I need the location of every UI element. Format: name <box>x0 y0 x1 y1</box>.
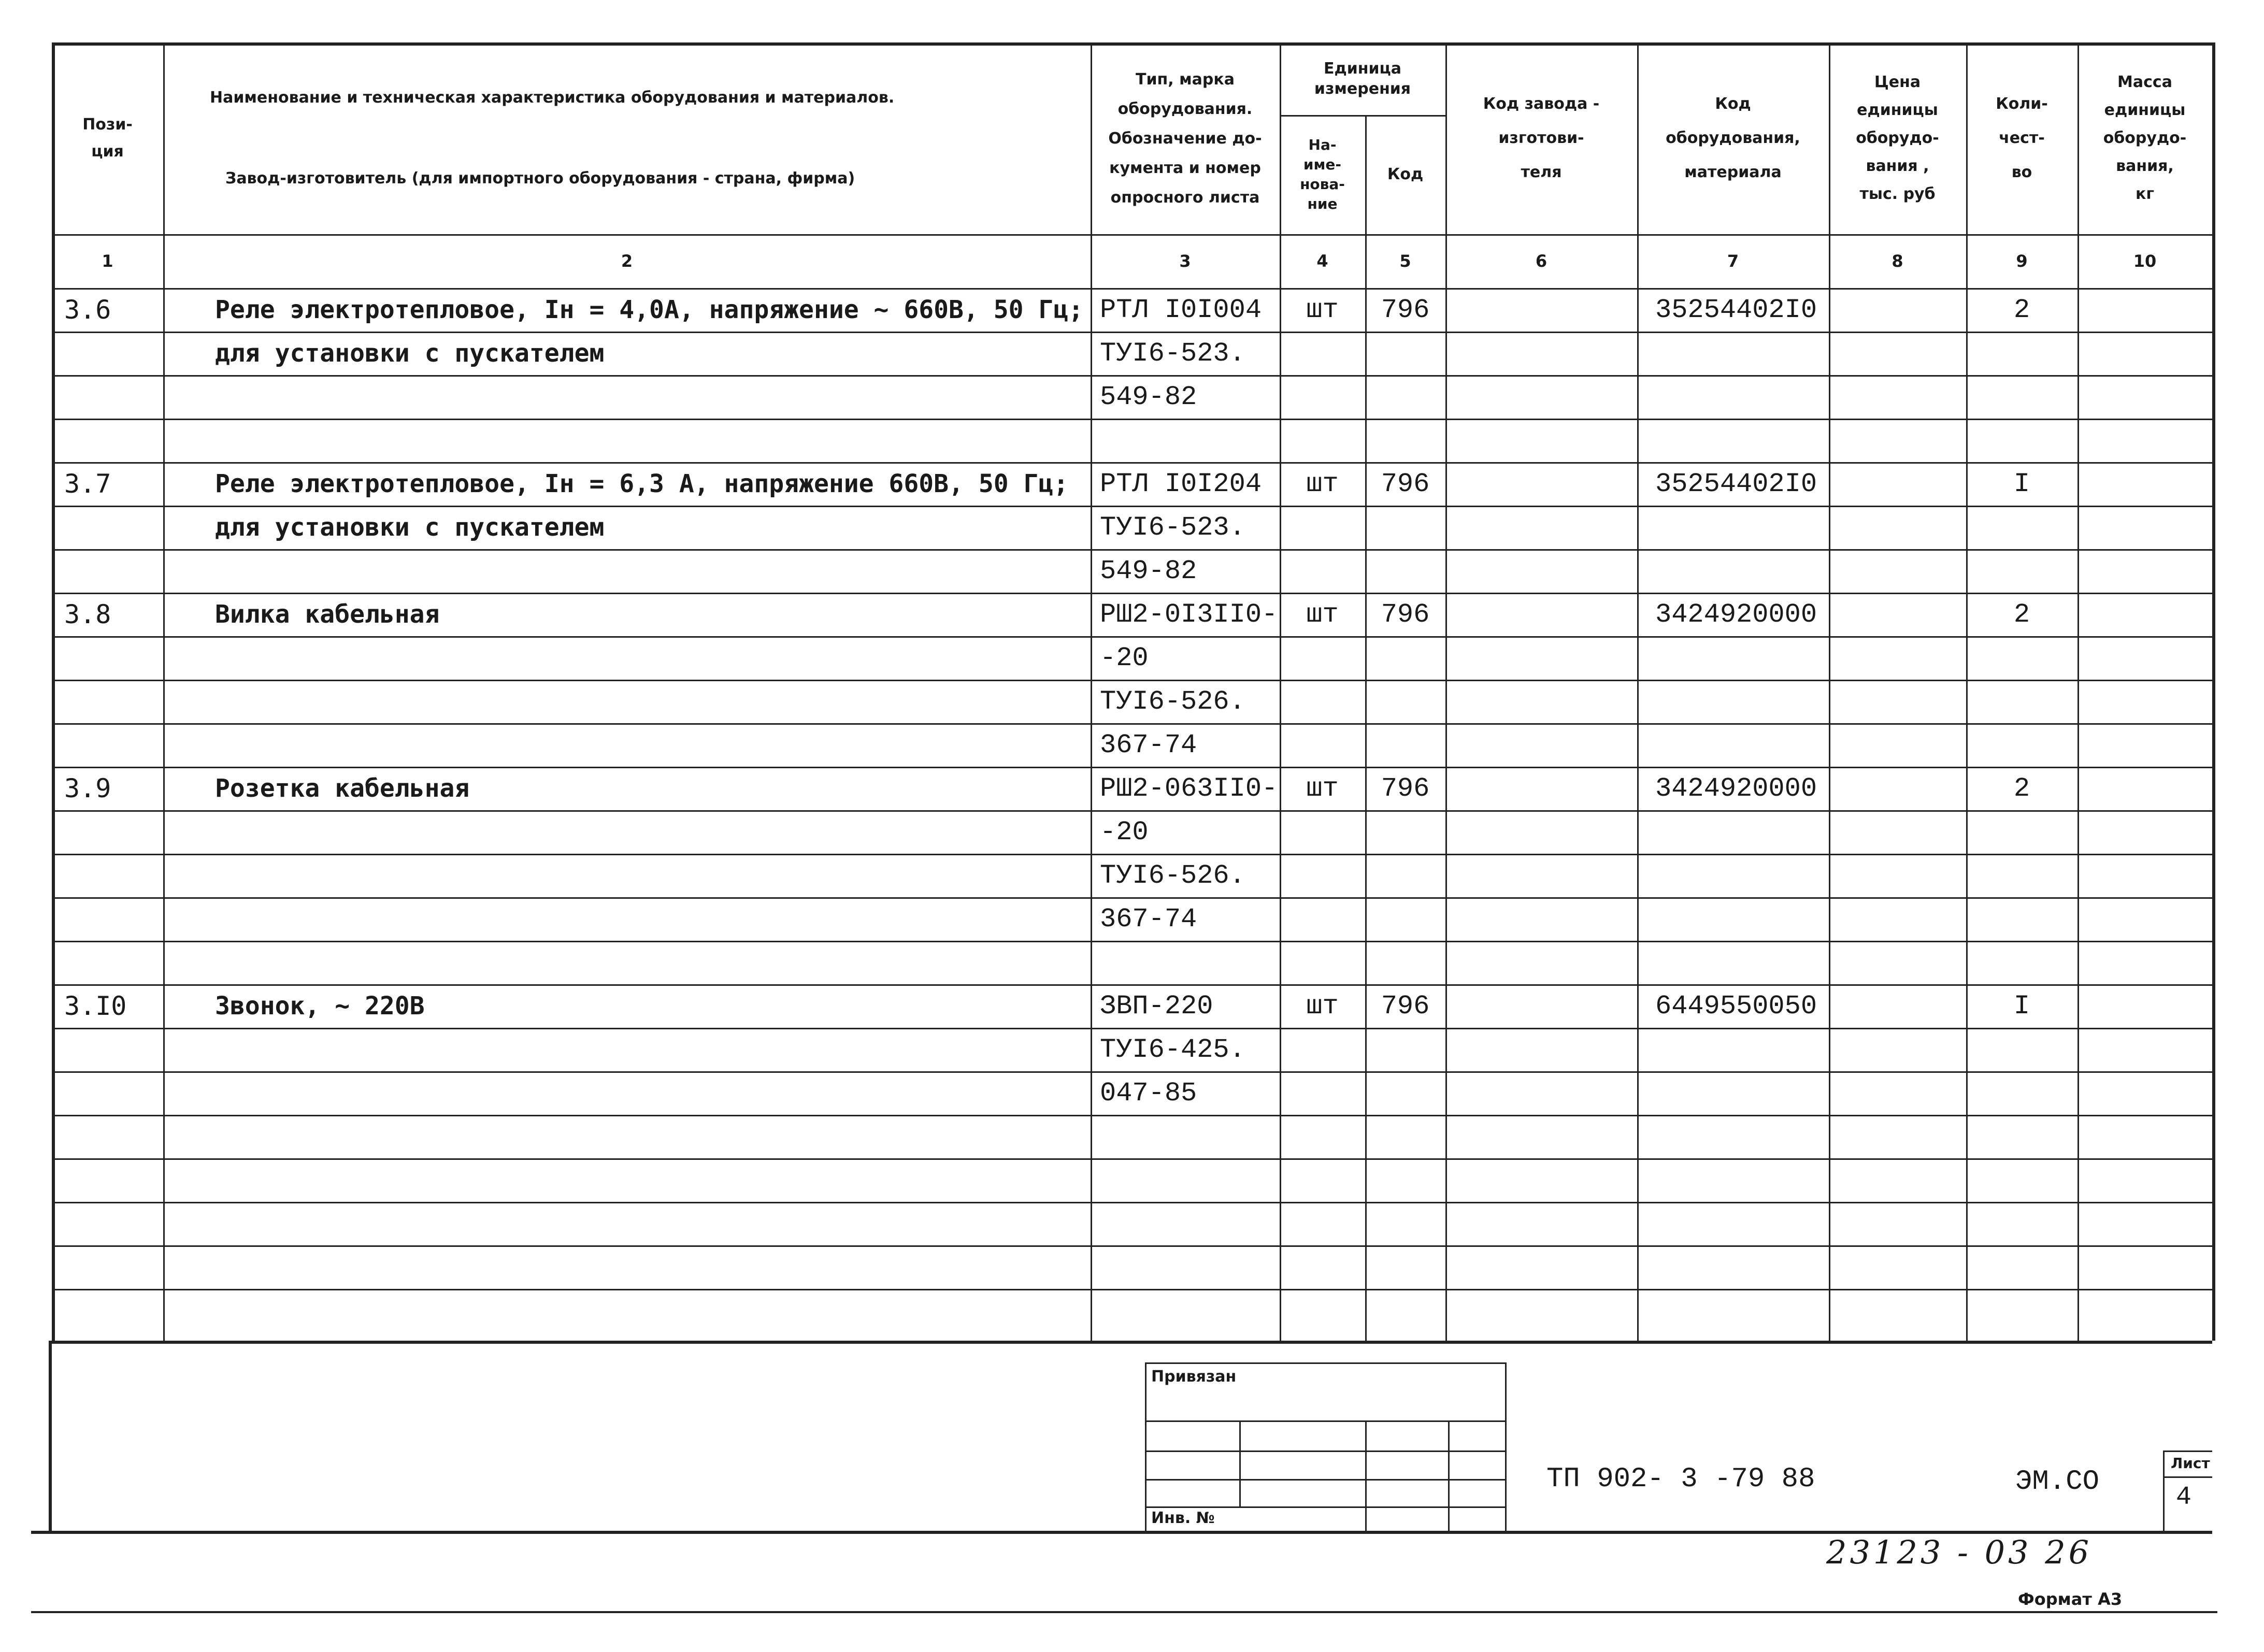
cell-position: 3.8 <box>64 599 111 629</box>
header-unit-name: На- име- нова- ние <box>1300 136 1345 212</box>
format-label: Формат А3 <box>2018 1589 2123 1609</box>
sheet-number: 4 <box>2176 1483 2192 1512</box>
cell-price <box>1829 941 1966 984</box>
cell-type: РТЛ I0I204 <box>1100 468 1262 499</box>
cell-mass <box>2077 1245 2212 1289</box>
cell-name <box>163 1158 1091 1202</box>
cell-position <box>52 680 163 723</box>
sheet-label: Лист <box>2171 1455 2210 1472</box>
cell-manufacturer-code <box>1445 767 1637 810</box>
cell-unit-code <box>1365 1245 1445 1289</box>
cell-type: РШ2-0I3II0- <box>1100 599 1278 630</box>
cell-unit: шт <box>1306 468 1339 499</box>
cell-price <box>1829 1028 1966 1071</box>
cell-quantity: 2 <box>2013 294 2030 325</box>
cell-name <box>163 723 1091 767</box>
cell-quantity <box>1966 680 2077 723</box>
cell-manufacturer-code <box>1445 1115 1637 1158</box>
cell-name: Розетка кабельная <box>215 774 470 803</box>
cell-manufacturer-code <box>1445 680 1637 723</box>
cell-mass <box>2077 506 2212 549</box>
cell-quantity <box>1966 636 2077 680</box>
cell-quantity: I <box>2013 990 2030 1022</box>
cell-equipment-code: 6449550050 <box>1655 990 1817 1022</box>
cell-name: Звонок, ~ 220В <box>215 992 425 1021</box>
cell-name <box>163 419 1091 462</box>
header-type: Тип, марка оборудования. Обозначение до- кумента и номер опросного листа <box>1108 70 1262 207</box>
cell-name <box>163 1202 1091 1245</box>
cell-position <box>52 332 163 375</box>
cell-manufacturer-code <box>1445 506 1637 549</box>
cell-manufacturer-code <box>1445 854 1637 897</box>
cell-type: ТУI6-526. <box>1100 686 1245 717</box>
cell-type <box>1091 1202 1280 1245</box>
cell-equipment-code: 3424920000 <box>1655 599 1817 630</box>
tb-line-4 <box>1145 1506 1505 1508</box>
cell-price <box>1829 549 1966 593</box>
cell-unit <box>1280 549 1365 593</box>
cell-mass <box>2077 767 2212 810</box>
cell-quantity <box>1966 375 2077 419</box>
cell-mass <box>2077 941 2212 984</box>
cell-name: Реле электротепловое, Iн = 6,3 А, напряжение 660В, 50 Гц; <box>215 469 1069 498</box>
cell-price <box>1829 288 1966 332</box>
tb-top-line <box>1145 1362 1505 1364</box>
cell-unit <box>1280 680 1365 723</box>
cell-unit-code <box>1365 1028 1445 1071</box>
cell-price <box>1829 1071 1966 1115</box>
column-number-8: 8 <box>1892 251 1903 271</box>
cell-mass <box>2077 593 2212 636</box>
cell-unit-code <box>1365 549 1445 593</box>
cell-unit-code: 796 <box>1381 773 1430 804</box>
cell-equipment-code <box>1637 941 1829 984</box>
cell-unit-code <box>1365 1202 1445 1245</box>
cell-equipment-code <box>1637 332 1829 375</box>
cell-unit-code <box>1365 506 1445 549</box>
cell-unit-code <box>1365 419 1445 462</box>
cell-position: 3.I0 <box>64 991 127 1021</box>
tb-inner-line-3 <box>1448 1420 1450 1531</box>
header-equipment-code: Код оборудования, материала <box>1666 95 1800 181</box>
cell-unit <box>1280 1289 1365 1332</box>
document-code: ТП 902- 3 -79 88 <box>1546 1463 1815 1495</box>
cell-manufacturer-code <box>1445 375 1637 419</box>
cell-price <box>1829 854 1966 897</box>
cell-equipment-code <box>1637 506 1829 549</box>
header-unit-code: Код <box>1387 165 1424 183</box>
cell-unit-code <box>1365 854 1445 897</box>
cell-mass <box>2077 680 2212 723</box>
cell-unit <box>1280 1028 1365 1071</box>
cell-name <box>163 549 1091 593</box>
cell-mass <box>2077 1071 2212 1115</box>
cell-name <box>163 680 1091 723</box>
cell-position <box>52 1158 163 1202</box>
cell-quantity <box>1966 1289 2077 1332</box>
cell-quantity <box>1966 549 2077 593</box>
cell-equipment-code <box>1637 1202 1829 1245</box>
cell-name <box>163 897 1091 941</box>
column-number-5: 5 <box>1399 251 1411 271</box>
cell-unit <box>1280 854 1365 897</box>
cell-mass <box>2077 549 2212 593</box>
cell-manufacturer-code <box>1445 1071 1637 1115</box>
cell-name <box>163 1289 1091 1332</box>
cell-type: РШ2-063II0- <box>1100 773 1278 804</box>
cell-position <box>52 810 163 854</box>
cell-name <box>163 1071 1091 1115</box>
cell-position <box>52 419 163 462</box>
cell-name: для установки с пускателем <box>215 339 605 368</box>
header-position: Пози- ция <box>82 115 133 161</box>
cell-quantity: 2 <box>2013 773 2030 804</box>
header-name-line-1: Наименование и техническая характеристика оборудования и материалов. <box>210 89 895 107</box>
cell-manufacturer-code <box>1445 810 1637 854</box>
cell-manufacturer-code <box>1445 636 1637 680</box>
cell-unit <box>1280 810 1365 854</box>
cell-position <box>52 941 163 984</box>
cell-price <box>1829 506 1966 549</box>
cell-mass <box>2077 854 2212 897</box>
cell-price <box>1829 1202 1966 1245</box>
cell-position <box>52 1289 163 1332</box>
cell-unit <box>1280 1158 1365 1202</box>
cell-name <box>163 636 1091 680</box>
cell-price <box>1829 593 1966 636</box>
cell-manufacturer-code <box>1445 593 1637 636</box>
cell-price <box>1829 636 1966 680</box>
column-number-3: 3 <box>1179 251 1191 271</box>
header-name-line-2: Завод-изготовитель (для импортного оборудования - страна, фирма) <box>225 169 855 188</box>
cell-equipment-code <box>1637 1289 1829 1332</box>
cell-manufacturer-code <box>1445 462 1637 506</box>
cell-unit <box>1280 941 1365 984</box>
cell-position <box>52 1115 163 1158</box>
tb-inner-line-2 <box>1365 1420 1367 1531</box>
cell-manufacturer-code <box>1445 419 1637 462</box>
cell-manufacturer-code <box>1445 1245 1637 1289</box>
cell-unit-code <box>1365 723 1445 767</box>
cell-quantity <box>1966 1028 2077 1071</box>
table-bottom-border <box>52 1341 2212 1344</box>
cell-name: Вилка кабельная <box>215 600 440 629</box>
cell-equipment-code <box>1637 897 1829 941</box>
cell-type: ЗВП-220 <box>1100 990 1213 1022</box>
cell-unit-code <box>1365 1115 1445 1158</box>
cell-quantity <box>1966 506 2077 549</box>
cell-unit-code: 796 <box>1381 990 1430 1022</box>
cell-manufacturer-code <box>1445 549 1637 593</box>
cell-mass <box>2077 1202 2212 1245</box>
cell-mass <box>2077 723 2212 767</box>
cell-position <box>52 1245 163 1289</box>
cell-mass <box>2077 288 2212 332</box>
bottom-rule <box>31 1611 2217 1613</box>
cell-quantity <box>1966 1071 2077 1115</box>
tb-line-2 <box>1145 1450 1505 1452</box>
column-number-9: 9 <box>2016 251 2028 271</box>
cell-unit <box>1280 1245 1365 1289</box>
cell-name <box>163 1115 1091 1158</box>
cell-unit-code <box>1365 680 1445 723</box>
cell-quantity <box>1966 854 2077 897</box>
cell-type <box>1091 941 1280 984</box>
header-quantity: Коли- чест- во <box>1996 95 2048 181</box>
cell-type: -20 <box>1100 816 1149 847</box>
cell-price <box>1829 897 1966 941</box>
cell-unit <box>1280 897 1365 941</box>
header-units-group: Единица измерения <box>1314 60 1411 98</box>
cell-manufacturer-code <box>1445 332 1637 375</box>
cell-unit-code: 796 <box>1381 294 1430 325</box>
cell-name: Реле электротепловое, Iн = 4,0А, напряжение ~ 660В, 50 Гц; <box>215 295 1084 324</box>
cell-unit-code <box>1365 1158 1445 1202</box>
cell-position <box>52 897 163 941</box>
cell-unit <box>1280 723 1365 767</box>
cell-position <box>52 1071 163 1115</box>
cell-manufacturer-code <box>1445 1028 1637 1071</box>
cell-type: 367-74 <box>1100 729 1197 760</box>
cell-equipment-code: 35254402I0 <box>1655 294 1817 325</box>
cell-equipment-code <box>1637 723 1829 767</box>
frame-left-line <box>49 1341 52 1532</box>
column-number-2: 2 <box>621 251 633 271</box>
column-number-4: 4 <box>1316 251 1328 271</box>
cell-manufacturer-code <box>1445 1202 1637 1245</box>
cell-name <box>163 941 1091 984</box>
cell-position <box>52 636 163 680</box>
cell-type <box>1091 1245 1280 1289</box>
cell-equipment-code <box>1637 375 1829 419</box>
sheet-box-top <box>2163 1450 2212 1452</box>
tb-left-line <box>1145 1362 1147 1531</box>
cell-unit: шт <box>1306 990 1339 1022</box>
cell-unit-code <box>1365 897 1445 941</box>
cell-unit <box>1280 1071 1365 1115</box>
cell-unit <box>1280 1115 1365 1158</box>
cell-quantity <box>1966 1245 2077 1289</box>
cell-price <box>1829 1289 1966 1332</box>
cell-equipment-code: 35254402I0 <box>1655 468 1817 499</box>
cell-type <box>1091 1158 1280 1202</box>
cell-unit: шт <box>1306 773 1339 804</box>
cell-position: 3.6 <box>64 295 111 325</box>
cell-unit <box>1280 375 1365 419</box>
cell-mass <box>2077 462 2212 506</box>
cell-equipment-code <box>1637 1071 1829 1115</box>
cell-type: 047-85 <box>1100 1078 1197 1109</box>
tb-right-line <box>1505 1362 1507 1531</box>
cell-mass <box>2077 810 2212 854</box>
header-price: Цена единицы оборудо- вания , тыс. руб <box>1856 73 1939 203</box>
cell-unit <box>1280 332 1365 375</box>
cell-mass <box>2077 1289 2212 1332</box>
cell-quantity <box>1966 332 2077 375</box>
cell-price <box>1829 1245 1966 1289</box>
cell-quantity <box>1966 1202 2077 1245</box>
cell-mass <box>2077 375 2212 419</box>
cell-quantity: I <box>2013 468 2030 499</box>
header-name <box>163 42 1091 234</box>
cell-type: РТЛ I0I004 <box>1100 294 1262 325</box>
cell-unit <box>1280 419 1365 462</box>
column-number-7: 7 <box>1727 251 1739 271</box>
cell-price <box>1829 375 1966 419</box>
cell-mass <box>2077 1158 2212 1202</box>
cell-quantity <box>1966 897 2077 941</box>
cell-position: 3.7 <box>64 469 111 499</box>
cell-type: ТУI6-523. <box>1100 338 1245 369</box>
cell-equipment-code <box>1637 1158 1829 1202</box>
cell-unit-code <box>1365 810 1445 854</box>
cell-type: 549-82 <box>1100 555 1197 586</box>
cell-name <box>163 1028 1091 1071</box>
cell-price <box>1829 810 1966 854</box>
cell-mass <box>2077 332 2212 375</box>
sheet-box-divider <box>2163 1476 2212 1478</box>
cell-quantity <box>1966 941 2077 984</box>
cell-type: ТУI6-526. <box>1100 860 1245 891</box>
cell-equipment-code <box>1637 854 1829 897</box>
cell-mass <box>2077 419 2212 462</box>
cell-unit <box>1280 636 1365 680</box>
cell-unit-code <box>1365 941 1445 984</box>
cell-position <box>52 1028 163 1071</box>
cell-price <box>1829 984 1966 1028</box>
inventory-number-label: Инв. № <box>1151 1509 1215 1527</box>
cell-quantity <box>1966 419 2077 462</box>
cell-position <box>52 506 163 549</box>
cell-price <box>1829 419 1966 462</box>
cell-quantity <box>1966 1158 2077 1202</box>
cell-equipment-code <box>1637 419 1829 462</box>
cell-unit-code: 796 <box>1381 599 1430 630</box>
cell-manufacturer-code <box>1445 723 1637 767</box>
cell-quantity <box>1966 723 2077 767</box>
cell-type <box>1091 1115 1280 1158</box>
cell-manufacturer-code <box>1445 984 1637 1028</box>
cell-manufacturer-code <box>1445 941 1637 984</box>
cell-mass <box>2077 1028 2212 1071</box>
header-mass: Масса единицы оборудо- вания, кг <box>2103 73 2187 203</box>
cell-price <box>1829 462 1966 506</box>
column-number-6: 6 <box>1535 251 1547 271</box>
cell-unit <box>1280 506 1365 549</box>
bound-label: Привязан <box>1151 1368 1237 1386</box>
cell-manufacturer-code <box>1445 897 1637 941</box>
cell-unit-code: 796 <box>1381 468 1430 499</box>
cell-price <box>1829 332 1966 375</box>
cell-type: ТУI6-523. <box>1100 512 1245 543</box>
cell-name <box>163 375 1091 419</box>
cell-unit-code <box>1365 636 1445 680</box>
cell-unit: шт <box>1306 599 1339 630</box>
cell-type <box>1091 1289 1280 1332</box>
cell-price <box>1829 680 1966 723</box>
cell-quantity <box>1966 810 2077 854</box>
cell-equipment-code <box>1637 636 1829 680</box>
cell-name <box>163 810 1091 854</box>
cell-mass <box>2077 984 2212 1028</box>
cell-manufacturer-code <box>1445 1289 1637 1332</box>
cell-type: 367-74 <box>1100 903 1197 935</box>
cell-quantity: 2 <box>2013 599 2030 630</box>
cell-type: ТУI6-425. <box>1100 1034 1245 1065</box>
cell-price <box>1829 767 1966 810</box>
cell-mass <box>2077 897 2212 941</box>
cell-unit-code <box>1365 332 1445 375</box>
header-manufacturer-code: Код завода - изготови- теля <box>1483 95 1600 181</box>
cell-mass <box>2077 636 2212 680</box>
cell-equipment-code <box>1637 1115 1829 1158</box>
cell-position <box>52 375 163 419</box>
cell-unit: шт <box>1306 294 1339 325</box>
cell-manufacturer-code <box>1445 288 1637 332</box>
sheet-box-left <box>2163 1450 2165 1531</box>
handwritten-number: 23123 - 03 26 <box>1826 1533 2093 1571</box>
cell-equipment-code <box>1637 1028 1829 1071</box>
cell-position <box>52 1202 163 1245</box>
cell-price <box>1829 1158 1966 1202</box>
column-number-1: 1 <box>102 251 113 271</box>
cell-mass <box>2077 1115 2212 1158</box>
cell-equipment-code <box>1637 680 1829 723</box>
cell-price <box>1829 1115 1966 1158</box>
table-right-border <box>2212 42 2215 1341</box>
tb-line-3 <box>1145 1479 1505 1481</box>
cell-price <box>1829 723 1966 767</box>
cell-type: -20 <box>1100 642 1149 673</box>
section-code: ЭМ.СО <box>2015 1466 2100 1498</box>
cell-equipment-code: 3424920000 <box>1655 773 1817 804</box>
cell-name <box>163 1245 1091 1289</box>
cell-unit-code <box>1365 1289 1445 1332</box>
cell-position <box>52 854 163 897</box>
tb-line-1 <box>1145 1420 1505 1422</box>
cell-position <box>52 549 163 593</box>
cell-equipment-code <box>1637 1245 1829 1289</box>
cell-name <box>163 854 1091 897</box>
cell-manufacturer-code <box>1445 1158 1637 1202</box>
tb-inner-line-1 <box>1239 1420 1241 1506</box>
column-number-10: 10 <box>2133 251 2157 271</box>
cell-position <box>52 723 163 767</box>
cell-type: 549-82 <box>1100 381 1197 412</box>
cell-equipment-code <box>1637 549 1829 593</box>
cell-type <box>1091 419 1280 462</box>
cell-quantity <box>1966 1115 2077 1158</box>
cell-unit-code <box>1365 1071 1445 1115</box>
cell-position: 3.9 <box>64 773 111 803</box>
cell-name: для установки с пускателем <box>215 513 605 542</box>
cell-unit <box>1280 1202 1365 1245</box>
cell-equipment-code <box>1637 810 1829 854</box>
cell-unit-code <box>1365 375 1445 419</box>
